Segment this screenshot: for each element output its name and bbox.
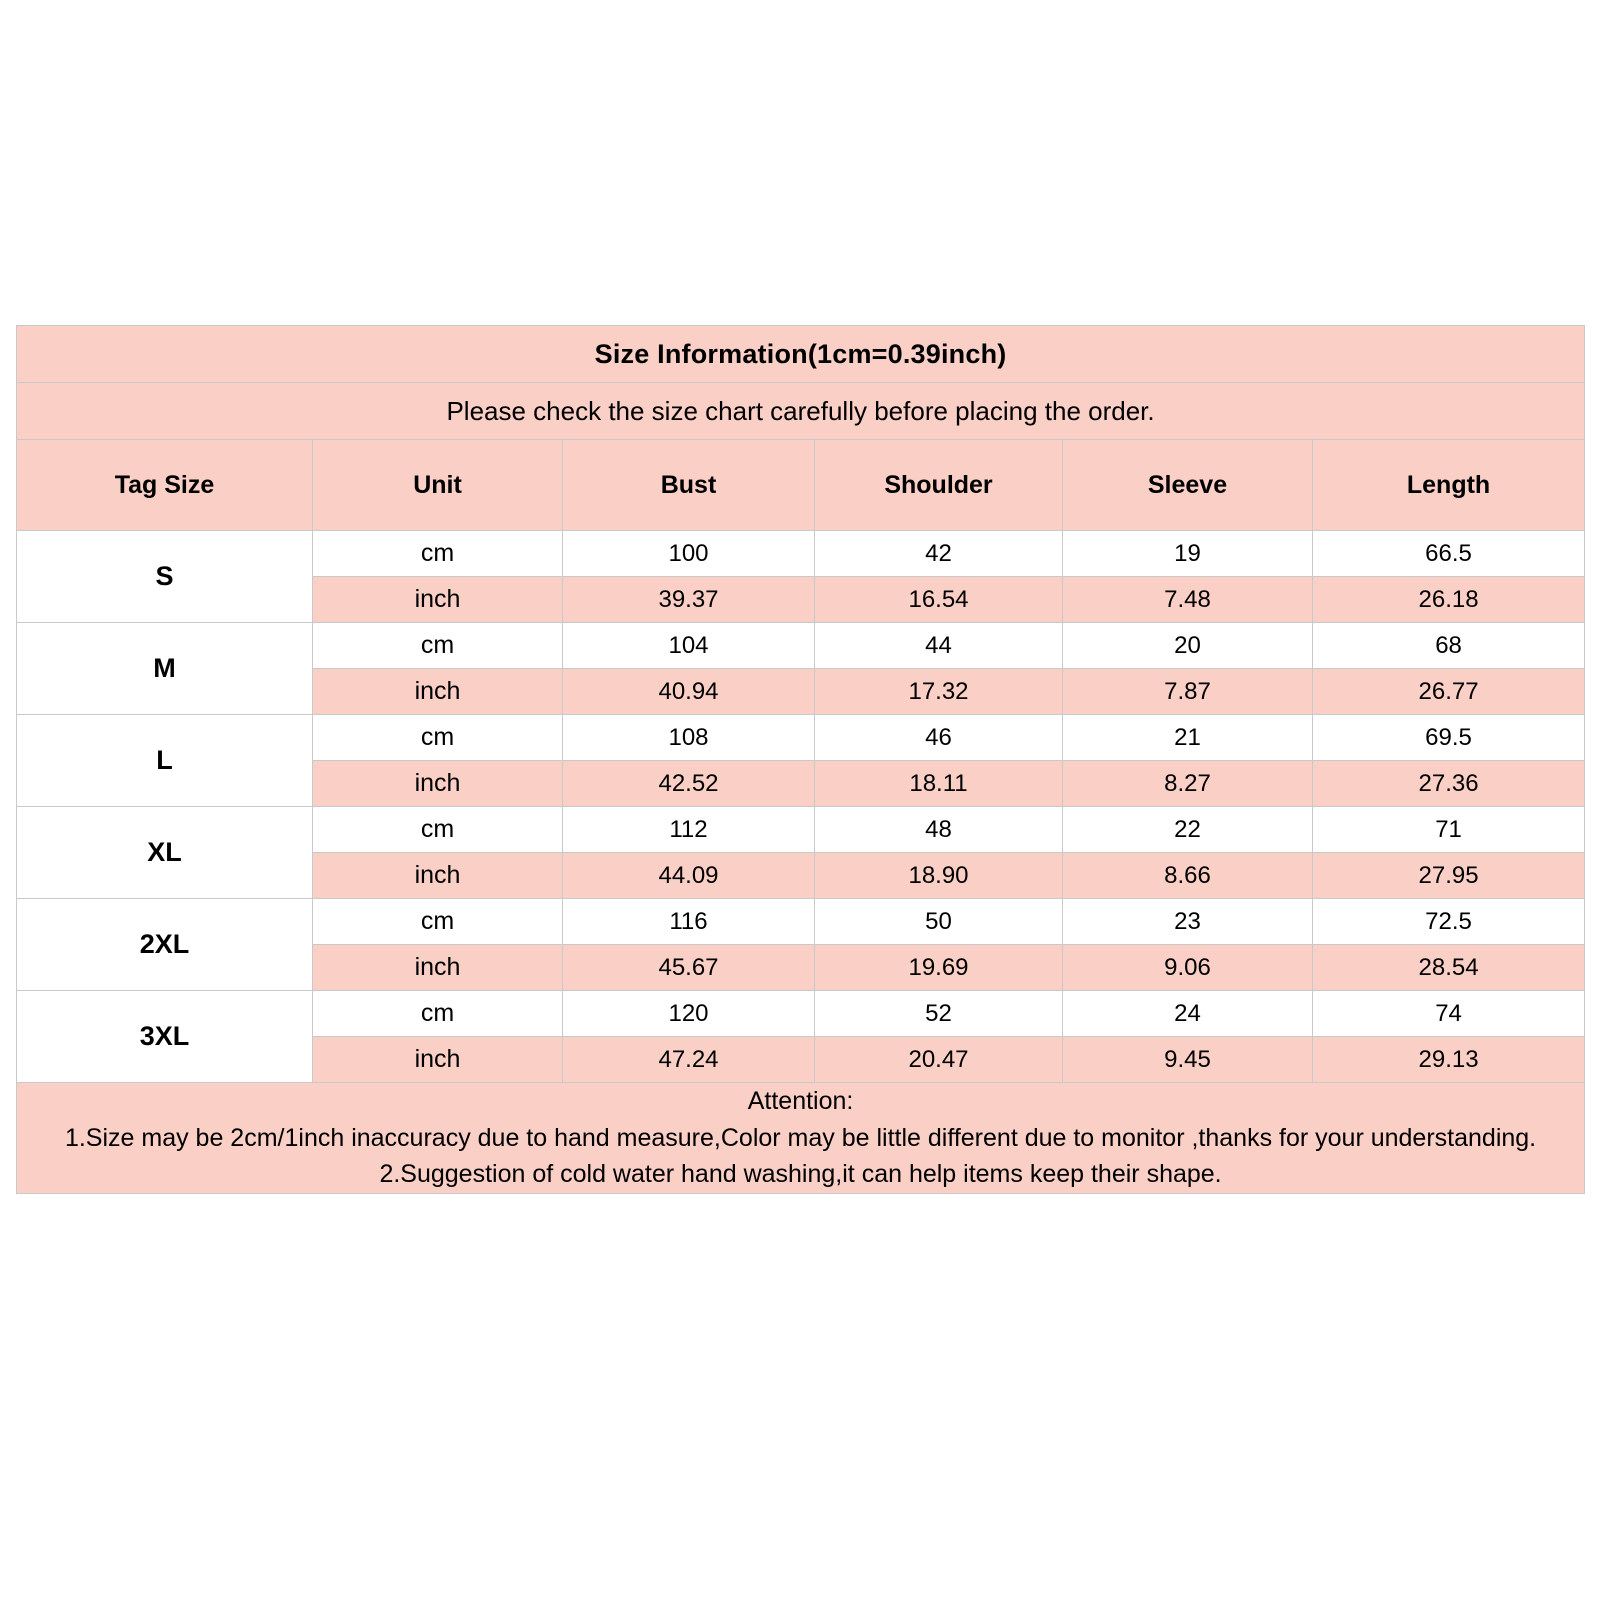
length-value: 26.77 bbox=[1313, 669, 1585, 715]
attention-note-1: 1.Size may be 2cm/1inch inaccuracy due to hand measure,Color may be little different due to monitor ,thanks for your understanding. bbox=[64, 1123, 1537, 1152]
attention-row bbox=[17, 1083, 1585, 1194]
table-row bbox=[17, 531, 1585, 577]
length-value: 68 bbox=[1313, 623, 1585, 669]
size-chart-container bbox=[16, 325, 1584, 1194]
length-value: 71 bbox=[1313, 807, 1585, 853]
sleeve-value: 7.48 bbox=[1063, 577, 1313, 623]
shoulder-value: 18.90 bbox=[815, 853, 1063, 899]
bust-value: 45.67 bbox=[563, 945, 815, 991]
column-header-sleeve: Sleeve bbox=[1063, 440, 1313, 531]
sleeve-value: 9.06 bbox=[1063, 945, 1313, 991]
sleeve-value: 8.66 bbox=[1063, 853, 1313, 899]
unit-value: inch bbox=[313, 1037, 563, 1083]
table-row bbox=[17, 715, 1585, 761]
shoulder-value: 48 bbox=[815, 807, 1063, 853]
unit-value: cm bbox=[313, 531, 563, 577]
chart-subtitle: Please check the size chart carefully before placing the order. bbox=[17, 383, 1585, 440]
bust-value: 112 bbox=[563, 807, 815, 853]
sleeve-value: 7.87 bbox=[1063, 669, 1313, 715]
shoulder-value: 52 bbox=[815, 991, 1063, 1037]
length-value: 26.18 bbox=[1313, 577, 1585, 623]
length-value: 29.13 bbox=[1313, 1037, 1585, 1083]
bust-value: 40.94 bbox=[563, 669, 815, 715]
length-value: 27.95 bbox=[1313, 853, 1585, 899]
shoulder-value: 46 bbox=[815, 715, 1063, 761]
sleeve-value: 24 bbox=[1063, 991, 1313, 1037]
sleeve-value: 23 bbox=[1063, 899, 1313, 945]
bust-value: 100 bbox=[563, 531, 815, 577]
table-title-row bbox=[17, 326, 1585, 383]
shoulder-value: 18.11 bbox=[815, 761, 1063, 807]
shoulder-value: 44 bbox=[815, 623, 1063, 669]
length-value: 66.5 bbox=[1313, 531, 1585, 577]
unit-value: cm bbox=[313, 991, 563, 1037]
shoulder-value: 19.69 bbox=[815, 945, 1063, 991]
length-value: 27.36 bbox=[1313, 761, 1585, 807]
unit-value: inch bbox=[313, 853, 563, 899]
bust-value: 108 bbox=[563, 715, 815, 761]
unit-value: inch bbox=[313, 577, 563, 623]
table-row bbox=[17, 991, 1585, 1037]
table-row bbox=[17, 899, 1585, 945]
attention-block bbox=[17, 1083, 1585, 1194]
shoulder-value: 20.47 bbox=[815, 1037, 1063, 1083]
column-header-tag-size: Tag Size bbox=[17, 440, 313, 531]
length-value: 69.5 bbox=[1313, 715, 1585, 761]
length-value: 74 bbox=[1313, 991, 1585, 1037]
length-value: 72.5 bbox=[1313, 899, 1585, 945]
unit-value: inch bbox=[313, 945, 563, 991]
bust-value: 116 bbox=[563, 899, 815, 945]
shoulder-value: 42 bbox=[815, 531, 1063, 577]
column-header-shoulder: Shoulder bbox=[815, 440, 1063, 531]
sleeve-value: 20 bbox=[1063, 623, 1313, 669]
sleeve-value: 8.27 bbox=[1063, 761, 1313, 807]
sleeve-value: 9.45 bbox=[1063, 1037, 1313, 1083]
tag-size-value: S bbox=[17, 531, 313, 623]
table-row bbox=[17, 623, 1585, 669]
column-header-unit: Unit bbox=[313, 440, 563, 531]
table-header-row bbox=[17, 440, 1585, 531]
sleeve-value: 21 bbox=[1063, 715, 1313, 761]
shoulder-value: 50 bbox=[815, 899, 1063, 945]
bust-value: 104 bbox=[563, 623, 815, 669]
bust-value: 42.52 bbox=[563, 761, 815, 807]
sleeve-value: 19 bbox=[1063, 531, 1313, 577]
tag-size-value: 3XL bbox=[17, 991, 313, 1083]
unit-value: cm bbox=[313, 807, 563, 853]
column-header-length: Length bbox=[1313, 440, 1585, 531]
tag-size-value: M bbox=[17, 623, 313, 715]
tag-size-value: XL bbox=[17, 807, 313, 899]
tag-size-value: 2XL bbox=[17, 899, 313, 991]
shoulder-value: 16.54 bbox=[815, 577, 1063, 623]
size-information-table bbox=[16, 325, 1585, 1194]
unit-value: cm bbox=[313, 899, 563, 945]
attention-note-2: 2.Suggestion of cold water hand washing,it can help items keep their shape. bbox=[379, 1160, 1222, 1188]
bust-value: 47.24 bbox=[563, 1037, 815, 1083]
attention-title: Attention: bbox=[747, 1087, 854, 1115]
unit-value: inch bbox=[313, 669, 563, 715]
table-subtitle-row bbox=[17, 383, 1585, 440]
bust-value: 120 bbox=[563, 991, 815, 1037]
bust-value: 44.09 bbox=[563, 853, 815, 899]
bust-value: 39.37 bbox=[563, 577, 815, 623]
sleeve-value: 22 bbox=[1063, 807, 1313, 853]
unit-value: cm bbox=[313, 715, 563, 761]
chart-title: Size Information(1cm=0.39inch) bbox=[17, 326, 1585, 383]
shoulder-value: 17.32 bbox=[815, 669, 1063, 715]
length-value: 28.54 bbox=[1313, 945, 1585, 991]
tag-size-value: L bbox=[17, 715, 313, 807]
table-row bbox=[17, 807, 1585, 853]
unit-value: inch bbox=[313, 761, 563, 807]
unit-value: cm bbox=[313, 623, 563, 669]
column-header-bust: Bust bbox=[563, 440, 815, 531]
